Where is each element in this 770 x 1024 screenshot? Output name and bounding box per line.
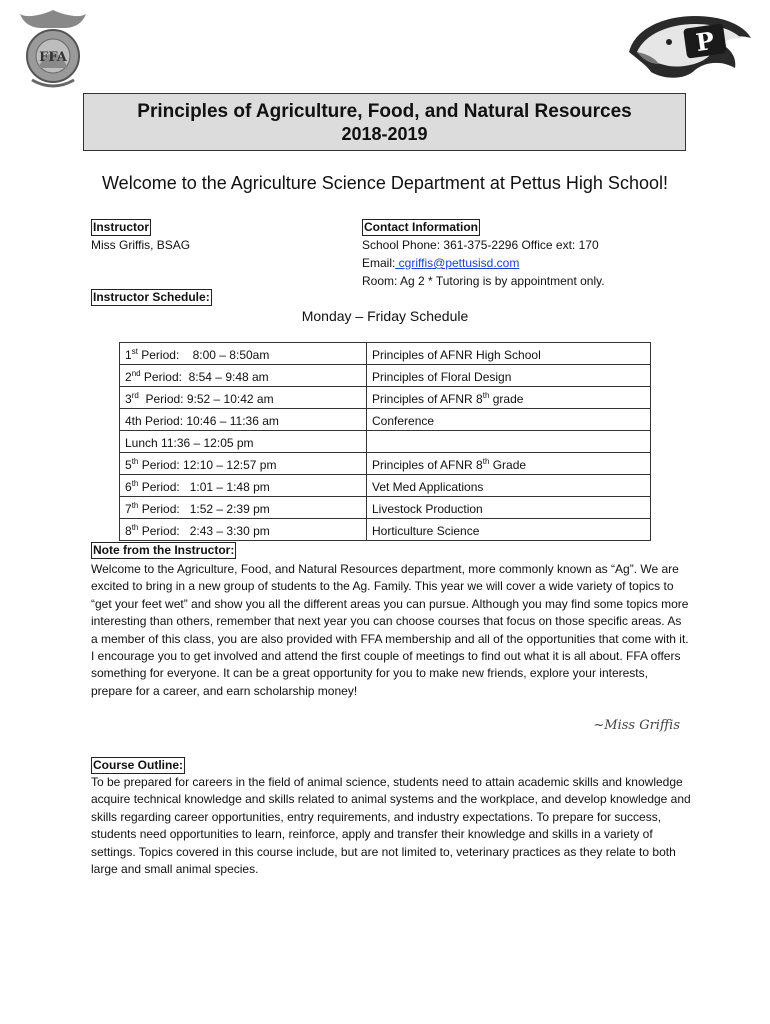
class-name: Conference bbox=[372, 414, 435, 428]
period-time-cell bbox=[120, 453, 367, 475]
class-name-cell bbox=[367, 409, 651, 431]
schedule-row bbox=[120, 387, 651, 409]
period-time: Period: 1:01 – 1:48 pm bbox=[138, 480, 270, 494]
class-name-cell bbox=[367, 431, 651, 453]
ffa-emblem-icon bbox=[18, 8, 88, 94]
period-number: 5 bbox=[125, 458, 132, 472]
period-time-cell bbox=[120, 343, 367, 365]
period-time-cell bbox=[120, 431, 367, 453]
schedule-section-label bbox=[91, 288, 212, 306]
class-name: Principles of AFNR 8 bbox=[372, 458, 483, 472]
schedule-row bbox=[120, 453, 651, 475]
period-number: 1 bbox=[125, 348, 132, 362]
contact-phone: School Phone: 361-375-2296 Office ext: 170 bbox=[362, 238, 599, 252]
svg-text:P: P bbox=[694, 25, 717, 58]
instructor-name: Miss Griffis, BSAG bbox=[91, 238, 191, 252]
outline-heading-wrap bbox=[91, 756, 185, 774]
period-number: 2 bbox=[125, 370, 132, 384]
contact-section bbox=[362, 218, 692, 290]
note-body: Welcome to the Agriculture, Food, and Natural Resources department, more commonly known as “Ag”. We are excited to bring in a new group of students to the Ag. Family. This year we will cover a wide variety of topics to “get your feet wet” and show you all the different areas you can pursue. Although you may find some topics more interesting than others, remember that next year you can choose courses that focus on those specific areas. As a member of this class, you are also provided with FFA membership and all of the opportunities that come with it. I encourage you to get involved and attend the first couple of meetings to find out what it is all about. FFA offers something for everyone. It can be a great opportunity for you to make new friends, explore your interests, prepare for a career, and earn scholarship money! bbox=[91, 562, 689, 698]
class-name-cell bbox=[367, 475, 651, 497]
course-title: Principles of Agriculture, Food, and Natural Resources bbox=[137, 101, 632, 122]
email-link[interactable]: cgriffis@pettusisd.com bbox=[395, 256, 520, 270]
outline-body: To be prepared for careers in the field of animal science, students need to attain academic skills and knowledge acquire technical knowledge and skills related to animal systems and the workplace, and develop knowledge and skills regarding career opportunities, entry requirements, and industry expectations. To prepare for success, students need opportunities to learn, reinforce, apply and transfer their knowledge and skills in a variety of settings. Topics covered in this course include, but are not limited to, veterinary practices as they relate to both large and small animal species. bbox=[91, 775, 691, 877]
schedule-row bbox=[120, 519, 651, 541]
outline-heading: Course Outline: bbox=[93, 758, 184, 772]
period-time: Period: 8:00 – 8:50am bbox=[137, 348, 270, 362]
class-name-cell bbox=[367, 497, 651, 519]
period-number: 6 bbox=[125, 480, 132, 494]
course-title-box bbox=[83, 93, 686, 151]
schedule-row bbox=[120, 497, 651, 519]
class-suffix: th bbox=[482, 457, 490, 466]
period-time: Period: 2:43 – 3:30 pm bbox=[138, 524, 270, 538]
class-name-cell bbox=[367, 343, 651, 365]
schedule-table bbox=[119, 342, 651, 541]
contact-email-line bbox=[362, 254, 692, 272]
class-name-cell bbox=[367, 365, 651, 387]
class-rest: Grade bbox=[489, 458, 527, 472]
period-time: Period: 8:54 – 9:48 am bbox=[140, 370, 269, 384]
contact-heading: Contact Information bbox=[364, 220, 478, 234]
period-suffix: th bbox=[131, 501, 139, 510]
note-heading: Note from the Instructor: bbox=[93, 543, 235, 557]
period-number: Lunch 11:36 – 12:05 pm bbox=[125, 436, 254, 450]
schedule-heading: Instructor Schedule: bbox=[93, 290, 210, 304]
schedule-title: Monday – Friday Schedule bbox=[301, 308, 469, 324]
note-heading-wrap bbox=[91, 541, 236, 559]
schedule-row bbox=[120, 365, 651, 387]
welcome-heading: Welcome to the Agriculture Science Department at Pettus High School! bbox=[102, 173, 668, 193]
class-suffix: th bbox=[482, 391, 490, 400]
period-suffix: rd bbox=[131, 391, 139, 400]
period-number: 7 bbox=[125, 502, 132, 516]
period-time-cell bbox=[120, 519, 367, 541]
period-number: 4th Period: 10:46 – 11:36 am bbox=[125, 414, 279, 428]
instructor-section bbox=[91, 218, 190, 254]
class-rest: grade bbox=[489, 392, 524, 406]
contact-room: Room: Ag 2 * Tutoring is by appointment only. bbox=[362, 274, 605, 288]
class-name: Principles of AFNR 8 bbox=[372, 392, 483, 406]
signature: ~Miss Griffis bbox=[593, 718, 680, 733]
period-time-cell bbox=[120, 409, 367, 431]
period-number: 8 bbox=[125, 524, 132, 538]
period-time: Period: 1:52 – 2:39 pm bbox=[138, 502, 270, 516]
period-time-cell bbox=[120, 497, 367, 519]
period-time-cell bbox=[120, 475, 367, 497]
schedule-row bbox=[120, 343, 651, 365]
class-name-cell bbox=[367, 387, 651, 409]
period-suffix: th bbox=[131, 523, 139, 532]
period-suffix: st bbox=[131, 347, 138, 356]
schedule-row bbox=[120, 409, 651, 431]
period-suffix: th bbox=[131, 457, 139, 466]
class-name: Vet Med Applications bbox=[372, 480, 484, 494]
class-name: Livestock Production bbox=[372, 502, 483, 516]
class-name: Horticulture Science bbox=[372, 524, 480, 538]
period-time-cell bbox=[120, 365, 367, 387]
period-suffix: th bbox=[131, 479, 139, 488]
period-time-cell bbox=[120, 387, 367, 409]
school-eagle-logo-icon bbox=[625, 12, 753, 84]
period-time: Period: 12:10 – 12:57 pm bbox=[138, 458, 277, 472]
schedule-row bbox=[120, 475, 651, 497]
period-time: Period: 9:52 – 10:42 am bbox=[138, 392, 274, 406]
school-year: 2018-2019 bbox=[341, 124, 428, 144]
class-name: Principles of AFNR High School bbox=[372, 348, 541, 362]
class-name-cell bbox=[367, 453, 651, 475]
period-suffix: nd bbox=[131, 369, 141, 378]
svg-text:FFA: FFA bbox=[39, 50, 67, 65]
instructor-heading: Instructor bbox=[93, 220, 150, 234]
class-name-cell bbox=[367, 519, 651, 541]
period-number: 3 bbox=[125, 392, 132, 406]
schedule-row bbox=[120, 431, 651, 453]
class-name: Principles of Floral Design bbox=[372, 370, 512, 384]
email-label: Email: bbox=[362, 256, 396, 270]
